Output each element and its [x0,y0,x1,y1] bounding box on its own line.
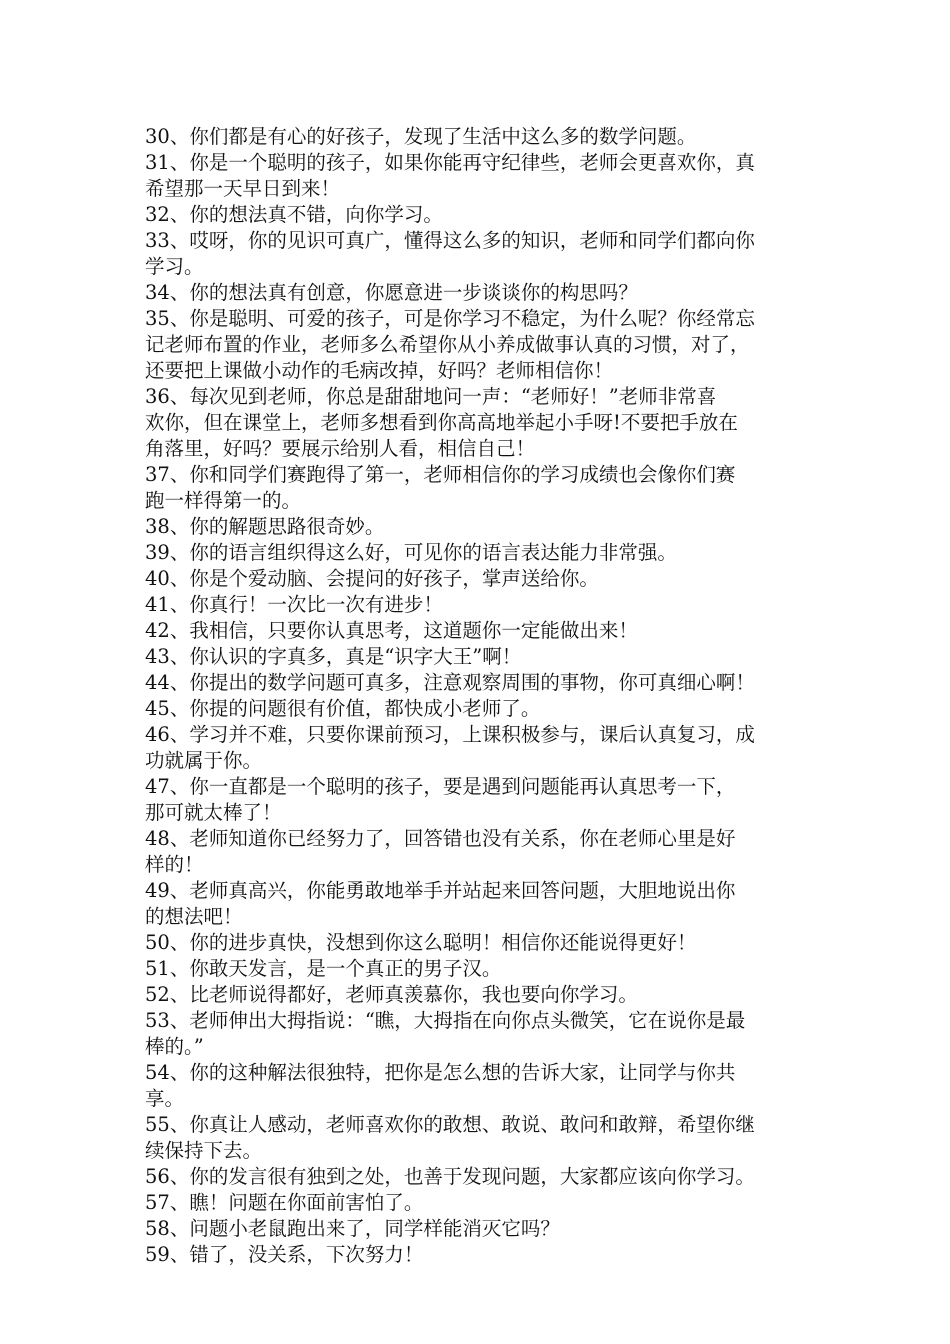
text-line: 44、你提出的数学问题可真多，注意观察周围的事物，你可真细心啊！ [145,671,755,694]
text-line: 57、瞧！问题在你面前害怕了。 [145,1191,424,1214]
text-line: 功就属于你。 [145,749,263,772]
text-line: 跑一样得第一的。 [145,489,302,512]
text-line: 那可就太棒了！ [145,801,282,824]
text-line: 的想法吧！ [145,905,243,928]
text-line: 47、你一直都是一个聪明的孩子，要是遇到问题能再认真思考一下， [145,775,736,798]
text-line: 33、哎呀，你的见识可真广，懂得这么多的知识，老师和同学们都向你 [145,229,755,252]
document-body [145,124,825,1268]
text-line: 50、你的进步真快，没想到你这么聪明！相信你还能说得更好！ [145,931,697,954]
text-line: 续保持下去。 [145,1139,263,1162]
text-line: 58、问题小老鼠跑出来了，同学样能消灭它吗？ [145,1217,560,1240]
text-line: 43、你认识的字真多，真是“识字大王”啊！ [145,645,522,668]
text-line: 31、你是一个聪明的孩子，如果你能再守纪律些，老师会更喜欢你，真 [145,151,755,174]
text-line: 41、你真行！一次比一次有进步！ [145,593,443,616]
text-line: 37、你和同学们赛跑得了第一，老师相信你的学习成绩也会像你们赛 [145,463,736,486]
text-line: 46、学习并不难，只要你课前预习，上课积极参与，课后认真复习，成 [145,723,755,746]
text-line: 还要把上课做小动作的毛病改掉，好吗？老师相信你！ [145,359,614,382]
text-line: 49、老师真高兴，你能勇敢地举手并站起来回答问题，大胆地说出你 [145,879,736,902]
text-line: 学习。 [145,255,204,278]
text-line: 32、你的想法真不错，向你学习。 [145,203,443,226]
text-line: 56、你的发言很有独到之处，也善于发现问题，大家都应该向你学习。 [145,1165,755,1188]
text-line: 35、你是聪明、可爱的孩子，可是你学习不稳定，为什么呢？你经常忘 [145,307,755,330]
text-line: 40、你是个爱动脑、会提问的好孩子，掌声送给你。 [145,567,599,590]
text-line: 34、你的想法真有创意，你愿意进一步谈谈你的构思吗？ [145,281,638,304]
text-line: 欢你，但在课堂上，老师多想看到你高高地举起小手呀!不要把手放在 [145,411,738,434]
text-line: 42、我相信，只要你认真思考，这道题你一定能做出来！ [145,619,638,642]
text-line: 54、你的这种解法很独特，把你是怎么想的告诉大家，让同学与你共 [145,1061,736,1084]
text-line: 希望那一天早日到来！ [145,177,341,200]
text-line: 55、你真让人感动，老师喜欢你的敢想、敢说、敢问和敢辩，希望你继 [145,1113,755,1136]
text-line: 48、老师知道你已经努力了，回答错也没有关系，你在老师心里是好 [145,827,736,850]
text-line: 棒的。” [145,1035,204,1058]
text-line: 38、你的解题思路很奇妙。 [145,515,385,538]
text-line: 51、你敢天发言，是一个真正的男子汉。 [145,957,502,980]
text-line: 39、你的语言组织得这么好，可见你的语言表达能力非常强。 [145,541,677,564]
text-line: 享。 [145,1087,185,1110]
text-line: 52、比老师说得都好，老师真羡慕你，我也要向你学习。 [145,983,638,1006]
text-line: 30、你们都是有心的好孩子，发现了生活中这么多的数学问题。 [145,125,697,148]
text-line: 45、你提的问题很有价值，都快成小老师了。 [145,697,541,720]
text-line: 角落里，好吗？要展示给别人看，相信自己！ [145,437,536,460]
text-line: 53、老师伸出大拇指说：“瞧，大拇指在向你点头微笑，它在说你是最 [145,1009,746,1032]
text-line: 36、每次见到老师，你总是甜甜地问一声：“老师好！”老师非常喜 [145,385,717,408]
text-line: 59、错了，没关系，下次努力！ [145,1243,424,1266]
text-line: 样的！ [145,853,204,876]
text-line: 记老师布置的作业，老师多么希望你从小养成做事认真的习惯，对了， [145,333,750,356]
